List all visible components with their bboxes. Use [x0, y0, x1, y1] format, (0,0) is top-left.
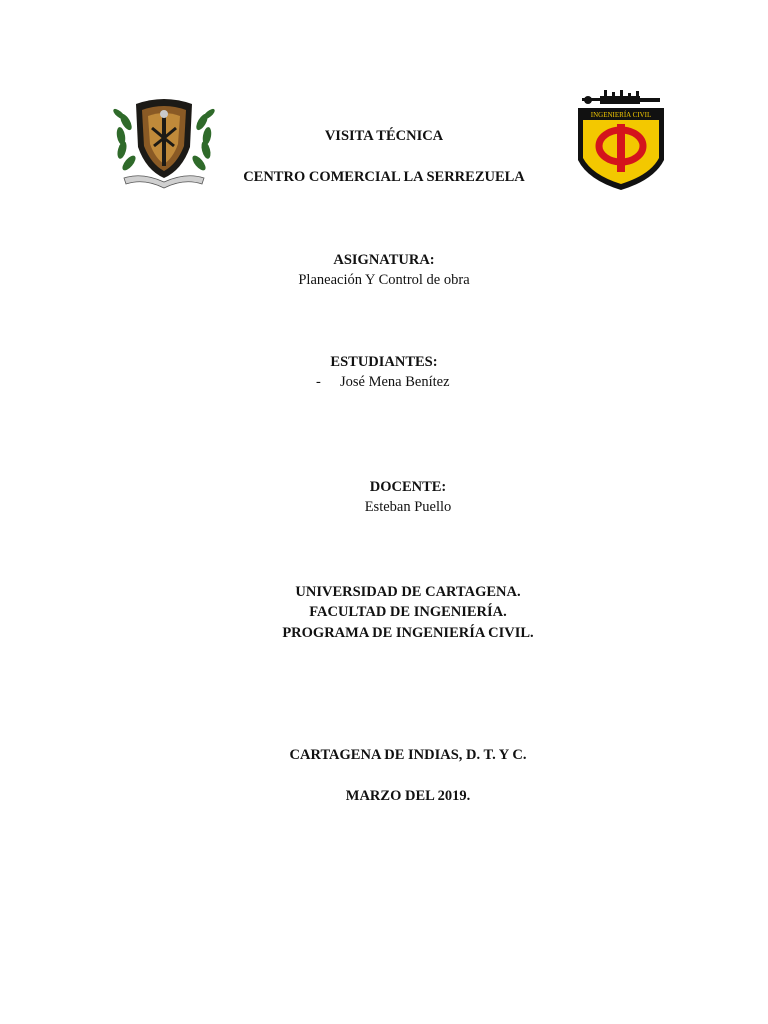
list-bullet: -	[316, 374, 321, 390]
place-line: CARTAGENA DE INDIAS, D. T. Y C.	[289, 747, 527, 763]
student-name: José Mena Benítez	[340, 374, 450, 390]
document-subtitle: CENTRO COMERCIAL LA SERREZUELA	[243, 169, 525, 185]
program-name: PROGRAMA DE INGENIERÍA CIVIL.	[282, 625, 534, 641]
students-heading: ESTUDIANTES:	[330, 354, 438, 370]
date-line: MARZO DEL 2019.	[345, 788, 471, 804]
subject-value: Planeación Y Control de obra	[298, 272, 470, 288]
teacher-heading: DOCENTE:	[369, 479, 447, 495]
logo-banner-text: INGENIERÍA CIVIL	[590, 111, 652, 119]
document-title: VISITA TÉCNICA	[324, 128, 444, 144]
university-name: UNIVERSIDAD DE CARTAGENA.	[295, 584, 521, 600]
subject-heading: ASIGNATURA:	[333, 252, 435, 268]
student-list-item	[316, 373, 450, 391]
teacher-value: Esteban Puello	[364, 499, 452, 515]
faculty-name: FACULTAD DE INGENIERÍA.	[309, 604, 507, 620]
